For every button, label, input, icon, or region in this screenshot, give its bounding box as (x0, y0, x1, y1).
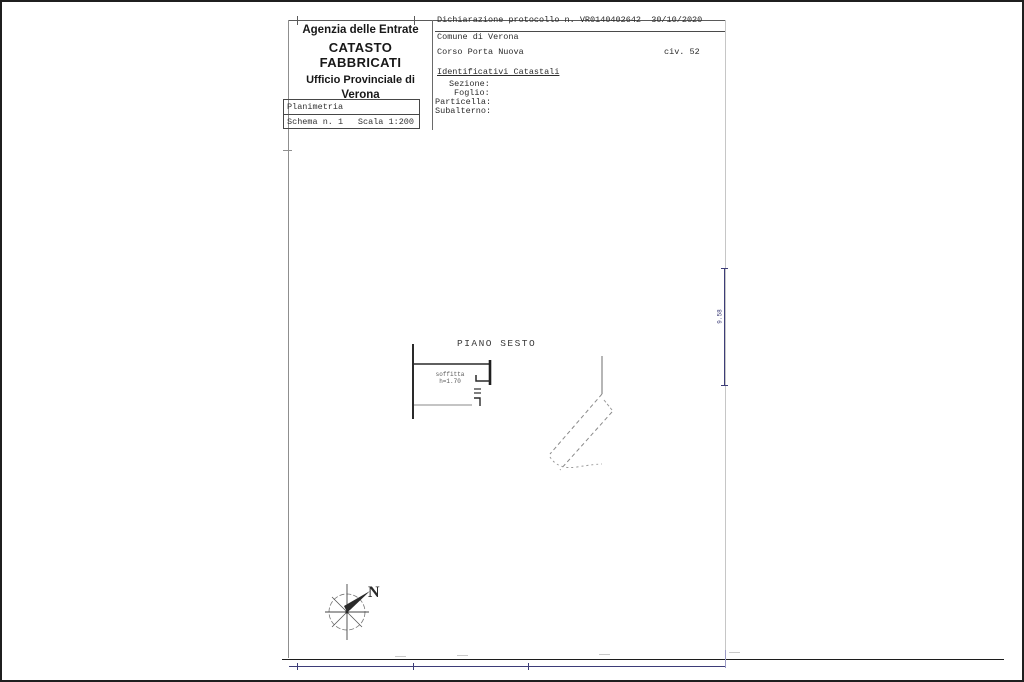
floor-title: PIANO SESTO (457, 338, 537, 349)
dimension-end-tick (721, 385, 728, 386)
scan-artifact-dash (599, 654, 610, 655)
north-label: N (368, 584, 380, 601)
bottom-measure-line (289, 666, 725, 667)
planimetria-title: Planimetria (284, 100, 419, 115)
measure-cross-icon (410, 663, 417, 670)
protocol-line: Dichiarazione protocollo n. VR0140402642 30/10/2020 (437, 15, 703, 25)
room-note-line2: h=1.70 (439, 378, 461, 385)
city-name: Verona (341, 89, 380, 101)
right-dimension-label: 9.58 (716, 309, 724, 324)
stair-dashed-outline-drawing (542, 352, 622, 477)
civic-number: civ. 52 (664, 47, 700, 57)
scan-artifact-dash (395, 656, 406, 657)
foglio-label: Foglio: (454, 88, 490, 98)
particella-label: Particella: (435, 97, 492, 107)
room-note (426, 371, 474, 385)
schema-number: Schema n. 1 (287, 117, 344, 127)
office-line: Ufficio Provinciale di (306, 74, 415, 86)
scan-artifact-dash (457, 655, 468, 656)
comune-line: Comune di Verona (437, 32, 519, 42)
measure-cross-icon (525, 663, 532, 670)
identifiers-title: Identificativi Catastali (437, 67, 560, 77)
right-dimension-line (724, 269, 725, 385)
sheet-bottom-border-line (282, 659, 1004, 660)
margin-tick-mark (283, 150, 292, 151)
sheet-right-margin-line (725, 20, 726, 658)
dimension-end-tick (721, 268, 728, 269)
measure-cross-icon (294, 663, 301, 670)
sezione-label: Sezione: (449, 79, 490, 89)
agency-name: Agenzia delle Entrate (302, 24, 419, 36)
catasto-title: CATASTO FABBRICATI (319, 40, 402, 70)
address-line: Corso Porta Nuova (437, 47, 524, 57)
header-divider-line (432, 20, 433, 130)
scale-value: Scala 1:200 (357, 117, 414, 127)
subalterno-label: Subalterno: (435, 106, 492, 116)
planimetria-box (283, 99, 420, 129)
measure-line-connector (725, 650, 726, 668)
scan-artifact-dash (729, 652, 740, 653)
room-note-line1: soffitta (435, 371, 465, 378)
agency-header (289, 24, 432, 101)
